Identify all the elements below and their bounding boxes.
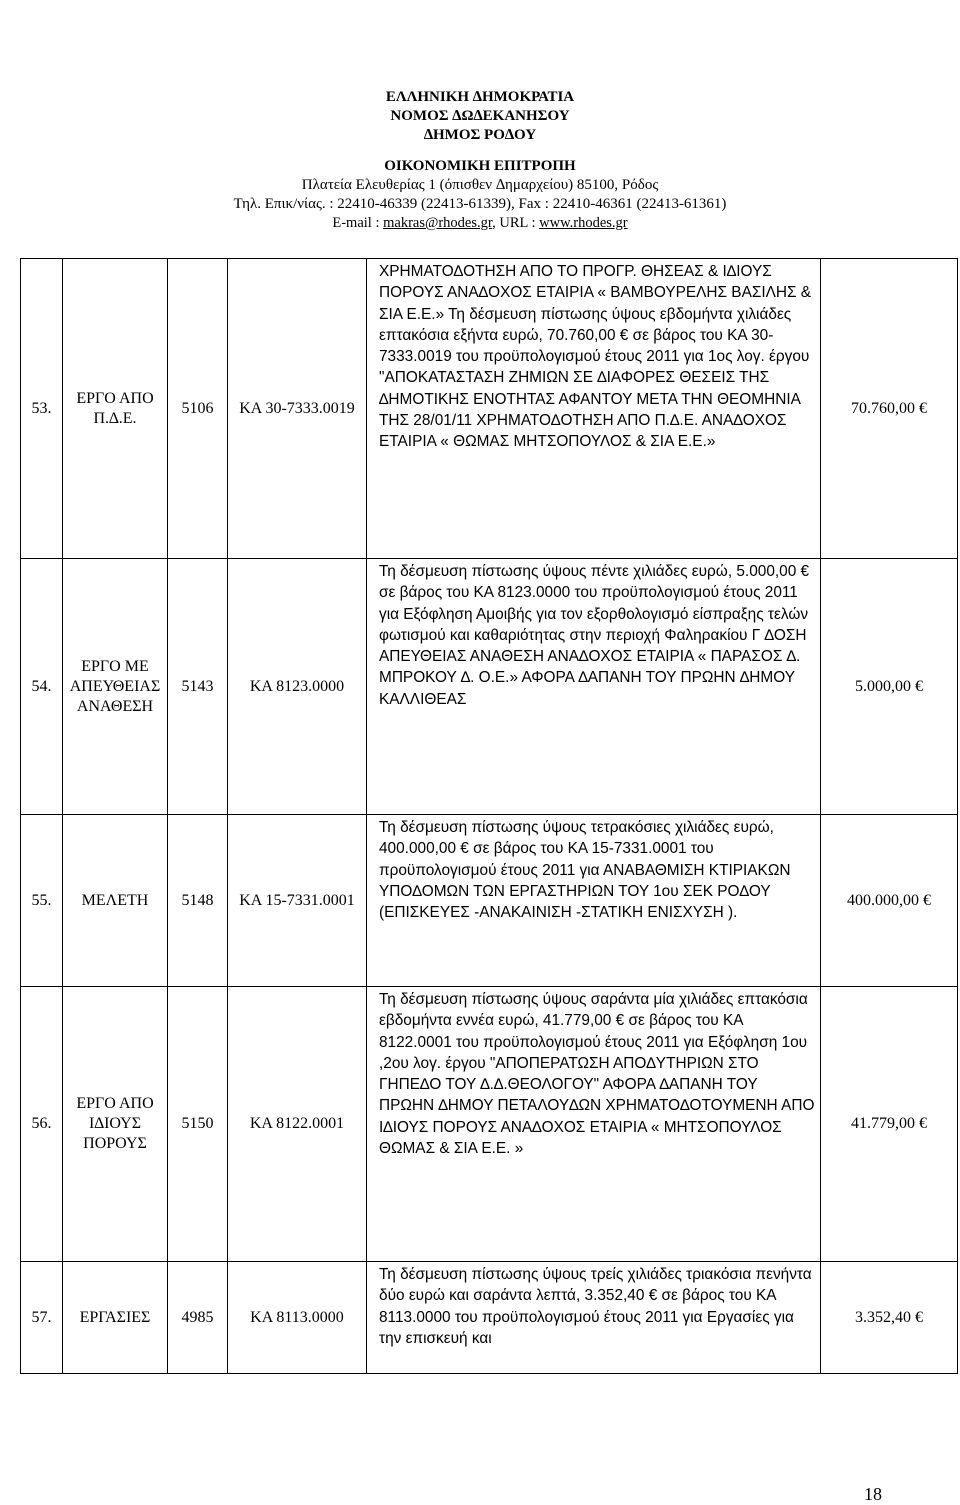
table-row [21,259,958,559]
budget-code [228,1262,367,1374]
table-row [21,559,958,815]
table-row [21,815,958,987]
url-link[interactable]: www.rhodes.gr [539,215,628,231]
amount-text: 400.000,00 € [847,891,931,909]
budget-code-text: ΚΑ 8123.0000 [249,677,345,695]
amount-text: 70.760,00 € [851,399,927,417]
header-republic: ΕΛΛΗΝΙΚΗ ∆ΗΜΟΚΡΑΤΙΑ [385,89,575,105]
description: Τη δέσμευση πίστωσης ύψους σαράντα μία χιλιάδες επτακόσια εβδομήντα εννέα ευρώ, 41.779,00 € σε βάρος του ΚΑ 8122.0001 του προϋπολογισμού έτους 2011 για Εξόφληση 1ου ,2ου λογ. έργου "ΑΠΟΠΕΡΑΤΩΣΗ ΑΠΟ∆ΥΤΗΡΙΩΝ ΣΤΟ ΓΗΠΕ∆Ο ΤΟΥ ∆.∆.ΘΕΟΛΟΓΟΥ" ΑΦΟΡΑ ∆ΑΠΑΝΗ ΤΟΥ ΠΡΩΗΝ ∆ΗΜΟΥ ΠΕΤΑΛΟΥ∆ΩΝ ΧΡΗΜΑΤΟ∆ΟΤΟΥΜΕΝΗ ΑΠΟ Ι∆ΙΟΥΣ ΠΟΡΟΥΣ ΑΝΑ∆ΟΧΟΣ ΕΤΑΙΡΙΑ « ΜΗΤΣΟΠΟΥΛΟΣ ΘΩΜΑΣ & ΣΙΑ Ε.Ε. » [367,987,821,1262]
project-code: 5150 [168,987,228,1262]
project-type: ΕΡΓΟ ΑΠΟ Π.∆.Ε. [63,259,168,559]
row-number: 56. [21,987,63,1262]
header-contact [0,214,960,233]
table-row [21,987,958,1262]
amount [821,259,958,559]
project-type: ΕΡΓΟ ΑΠΟ Ι∆ΙΟΥΣ ΠΟΡΟΥΣ [63,987,168,1262]
header-address: Πλατεία Ελευθερίας 1 (όπισθεν ∆ημαρχείου) 85100, Ρόδος [301,177,659,193]
project-type: ΕΡΓΑΣΙΕΣ [63,1262,168,1374]
email-label: E-mail : [332,215,384,231]
description: Τη δέσμευση πίστωσης ύψους τρείς χιλιάδες τριακόσια πενήντα δύο ευρώ και σαράντα λεπτά, 3.352,40 € σε βάρος του ΚΑ 8113.0000 του προϋπολογισμού έτους 2011 για Εργασίες για την επισκευή και [367,1262,821,1374]
table-row [21,1262,958,1374]
header-prefecture: ΝΟΜΟΣ ∆Ω∆ΕΚΑΝΗΣΟΥ [390,108,570,124]
project-type: ΜΕΛΕΤΗ [63,815,168,987]
budget-code-text: ΚΑ 8122.0001 [249,1115,345,1132]
amount [821,987,958,1262]
project-code: 5106 [168,259,228,559]
budget-code [228,559,367,815]
row-number: 53. [21,259,63,559]
amount-text: 3.352,40 € [855,1308,923,1326]
header-phones: Τηλ. Επικ/νίας. : 22410-46339 (22413-61339), Fax : 22410-46361 (22413-61361) [233,196,727,212]
project-code: 5143 [168,559,228,815]
description: ΧΡΗΜΑΤΟ∆ΟΤΗΣΗ ΑΠΟ ΤΟ ΠΡΟΓΡ. ΘΗΣΕΑΣ & Ι∆ΙΟΥΣ ΠΟΡΟΥΣ ΑΝΑ∆ΟΧΟΣ ΕΤΑΙΡΙΑ « ΒΑΜΒΟΥΡΕΛΗΣ ΒΑΣΙΛΗΣ & ΣΙΑ Ε.Ε.» Τη δέσμευση πίστωσης ύψους εβδομήντα χιλιάδες επτακόσια εξήντα ευρώ, 70.760,00 € σε βάρος του ΚΑ 30-7333.0019 του προϋπολογισμού έτους 2011 για 1ος λογ. έργου "ΑΠΟΚΑΤΑΣΤΑΣΗ ΖΗΜΙΩΝ ΣΕ ∆ΙΑΦΟΡΕΣ ΘΕΣΕΙΣ ΤΗΣ ∆ΗΜΟΤΙΚΗΣ ΕΝΟΤΗΤΑΣ ΑΦΑΝΤΟΥ ΜΕΤΑ ΤΗΝ ΘΕΟΜΗΝΙΑ ΤΗΣ 28/01/11 ΧΡΗΜΑΤΟ∆ΟΤΗΣΗ ΑΠΟ Π.∆.Ε. ΑΝΑ∆ΟΧΟΣ ΕΤΑΙΡΙΑ « ΘΩΜΑΣ ΜΗΤΣΟΠΟΥΛΟΣ & ΣΙΑ Ε.Ε.» [367,259,821,559]
amount-text: 5.000,00 € [855,677,923,695]
budget-code: ΚΑ 30-7333.0019 [228,259,367,559]
url-label: , URL : [492,215,540,231]
commitments-table [20,258,958,1374]
amount-text: 41.779,00 € [851,1115,927,1132]
project-type: ΕΡΓΟ ΜΕ ΑΠΕΥΘΕΙΑΣ ΑΝΑΘΕΣΗ [63,559,168,815]
budget-code [228,987,367,1262]
row-number: 57. [21,1262,63,1374]
row-number: 54. [21,559,63,815]
email-link[interactable]: makras@rhodes.gr [383,215,493,231]
page-number: 18 [864,1484,882,1504]
header-committee: ΟΙΚΟΝΟΜΙΚΗ ΕΠΙΤΡΟΠΗ [384,158,576,174]
amount [821,559,958,815]
amount [821,815,958,987]
description: Τη δέσμευση πίστωσης ύψους τετρακόσιες χιλιάδες ευρώ, 400.000,00 € σε βάρος του ΚΑ 15-7331.0001 του προϋπολογισμού έτους 2011 για ΑΝΑΒΑΘΜΙΣΗ ΚΤΙΡΙΑΚΩΝ ΥΠΟ∆ΟΜΩΝ ΤΩΝ ΕΡΓΑΣΤΗΡΙΩΝ ΤΟΥ 1ου ΣΕΚ ΡΟ∆ΟΥ (ΕΠΙΣΚΕΥΕΣ -ΑΝΑΚΑΙΝΙΣΗ -ΣΤΑΤΙΚΗ ΕΝΙΣΧΥΣΗ ). [367,815,821,987]
budget-code: ΚΑ 15-7331.0001 [228,815,367,987]
amount [821,1262,958,1374]
header-municipality: ∆ΗΜΟΣ ΡΟ∆ΟΥ [423,127,537,143]
budget-code-text: ΚΑ 8113.0000 [250,1308,344,1326]
description: Τη δέσμευση πίστωσης ύψους πέντε χιλιάδες ευρώ, 5.000,00 € σε βάρος του ΚΑ 8123.0000 του προϋπολογισμού έτους 2011 για Εξόφληση Αμοιβής για τον εξορθολογισμό είσπραξης τελών φωτισμού και καθαριότητας στην περιοχή Φαληρακίου Γ ∆ΟΣΗ ΑΠΕΥΘΕΙΑΣ ΑΝΑΘΕΣΗ ΑΝΑ∆ΟΧΟΣ ΕΤΑΙΡΙΑ « ΠΑΡΑΣΟΣ ∆. ΜΠΡΟΚΟΥ ∆. Ο.Ε.» ΑΦΟΡΑ ∆ΑΠΑΝΗ ΤΟΥ ΠΡΩΗΝ ∆ΗΜΟΥ ΚΑΛΛΙΘΕΑΣ [367,559,821,815]
project-code: 5148 [168,815,228,987]
row-number: 55. [21,815,63,987]
project-code: 4985 [168,1262,228,1374]
document-header [0,88,960,233]
